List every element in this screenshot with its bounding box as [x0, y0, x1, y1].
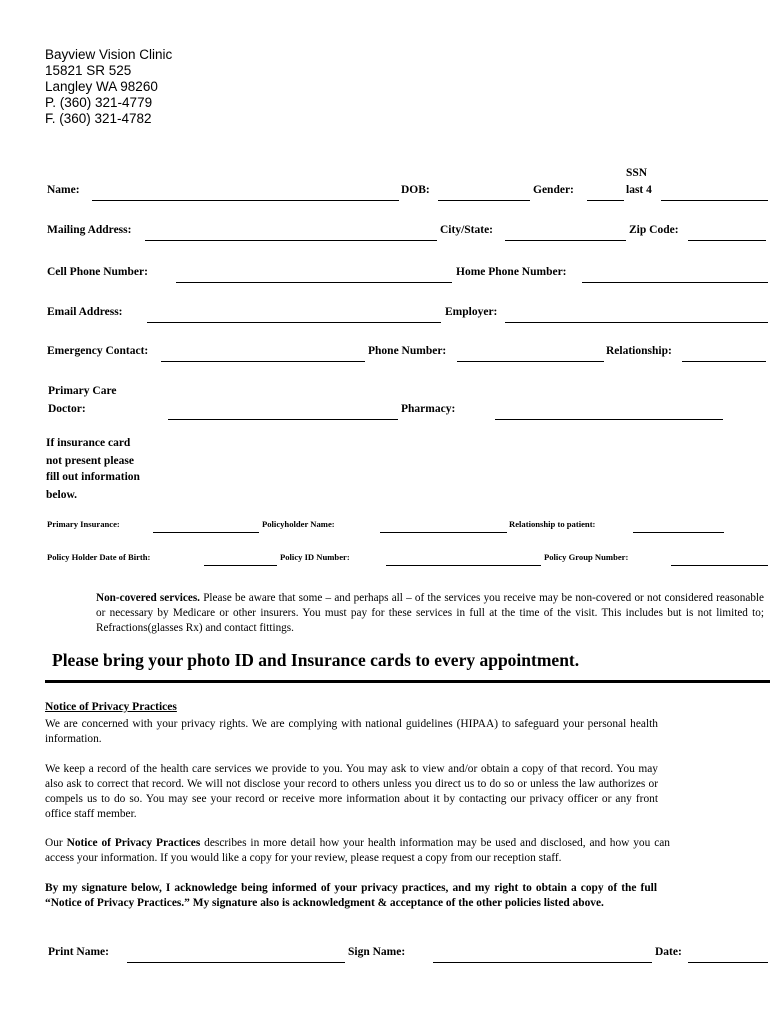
noncovered-text: Please be aware that some – and perhaps all – of the services you receive may be non-covered or not considered reasonable or necessary by Medicare or other insurers. You must pay for these services in full at the time of the visit. This includes but is not limited to; Refractions(glasses Rx) and contact fittings.	[96, 592, 764, 634]
insurance-note-line: not present please	[46, 455, 134, 467]
policy-group-label: Policy Group Number:	[544, 552, 629, 562]
clinic-phone: P. (360) 321-4779	[45, 95, 153, 110]
relationship-to-patient-field[interactable]	[633, 532, 724, 533]
dob-label: DOB:	[401, 184, 430, 196]
policy-id-field[interactable]	[386, 565, 541, 566]
dob-field[interactable]	[438, 200, 530, 201]
city-state-field[interactable]	[505, 240, 626, 241]
date-field[interactable]	[688, 962, 768, 963]
pharmacy-label: Pharmacy:	[401, 403, 456, 415]
print-name-label: Print Name:	[48, 946, 109, 958]
home-phone-label: Home Phone Number:	[456, 266, 567, 278]
privacy-paragraph-1: We are concerned with your privacy rights. We are complying with national guidelines (HIPAA) to safeguard your personal health information.	[45, 718, 658, 745]
mailing-address-label: Mailing Address:	[47, 224, 132, 236]
zip-code-label: Zip Code:	[629, 224, 679, 236]
policyholder-name-field[interactable]	[380, 532, 507, 533]
banner-rule	[45, 680, 770, 683]
home-phone-field[interactable]	[582, 282, 768, 283]
photo-id-banner: Please bring your photo ID and Insurance cards to every appointment.	[52, 650, 580, 670]
privacy-p3-post: describes in more detail how your health information may be used and disclosed, and how you can access your information. If you would like a copy for your review, please request a copy from our reception staff.	[45, 837, 671, 864]
primary-care-label: Primary Care	[48, 385, 117, 397]
gender-label: Gender:	[533, 184, 574, 196]
insurance-note-line: If insurance card	[46, 437, 131, 449]
clinic-fax: F. (360) 321-4782	[45, 111, 152, 126]
mailing-address-field[interactable]	[145, 240, 437, 241]
holder-dob-label: Policy Holder Date of Birth:	[47, 552, 151, 562]
clinic-address-line2: Langley WA 98260	[45, 79, 158, 94]
primary-insurance-field[interactable]	[153, 532, 259, 533]
clinic-address-line1: 15821 SR 525	[45, 63, 132, 78]
privacy-paragraph-3	[45, 836, 670, 866]
employer-field[interactable]	[505, 322, 768, 323]
primary-care-doctor-label: Doctor:	[48, 403, 86, 415]
ssn-field[interactable]	[661, 200, 768, 201]
privacy-title: Notice of Privacy Practices	[45, 701, 177, 713]
employer-label: Employer:	[445, 306, 498, 318]
date-label: Date:	[655, 946, 682, 958]
city-state-label: City/State:	[440, 224, 494, 236]
privacy-paragraph-2: We keep a record of the health care services we provide to you. You may ask to view and/or obtain a copy of that record. You may also ask to correct that record. We will not disclose your record to others unless you direct us to do so or unless the law authorizes or compels us to do so. You may see your record or receive more information about it by contacting our privacy officer or any front office staff member.	[45, 763, 658, 820]
sign-name-field[interactable]	[433, 962, 652, 963]
relationship-field[interactable]	[682, 361, 766, 362]
email-field[interactable]	[147, 322, 441, 323]
privacy-p3-pre: Our	[45, 837, 67, 849]
policyholder-name-label: Policyholder Name:	[262, 519, 335, 529]
ssn-last4-label: last 4	[626, 184, 652, 196]
noncovered-paragraph	[96, 591, 764, 636]
noncovered-heading: Non-covered services.	[96, 592, 200, 604]
name-label: Name:	[47, 184, 80, 196]
emergency-contact-label: Emergency Contact:	[47, 345, 149, 357]
cell-phone-field[interactable]	[176, 282, 452, 283]
clinic-name: Bayview Vision Clinic	[45, 47, 173, 62]
policy-id-label: Policy ID Number:	[280, 552, 350, 562]
cell-phone-label: Cell Phone Number:	[47, 266, 148, 278]
insurance-note-line: below.	[46, 489, 77, 501]
sign-name-label: Sign Name:	[348, 946, 406, 958]
emergency-phone-label: Phone Number:	[368, 345, 447, 357]
gender-field[interactable]	[587, 200, 624, 201]
print-name-field[interactable]	[127, 962, 345, 963]
relationship-to-patient-label: Relationship to patient:	[509, 519, 596, 529]
zip-code-field[interactable]	[688, 240, 766, 241]
policy-group-field[interactable]	[671, 565, 768, 566]
holder-dob-field[interactable]	[204, 565, 277, 566]
name-field[interactable]	[92, 200, 399, 201]
insurance-note-line: fill out information	[46, 471, 140, 483]
ssn-label: SSN	[626, 167, 648, 179]
relationship-label: Relationship:	[606, 345, 672, 357]
emergency-phone-field[interactable]	[457, 361, 604, 362]
emergency-contact-field[interactable]	[161, 361, 365, 362]
acknowledgment-paragraph: By my signature below, I acknowledge being informed of your privacy practices, and my right to obtain a copy of the full “Notice of Privacy Practices.” My signature also is acknowledgment & acceptance of the other policies listed above.	[45, 882, 657, 909]
email-label: Email Address:	[47, 306, 123, 318]
privacy-p3-bold: Notice of Privacy Practices	[66, 837, 201, 849]
pharmacy-field[interactable]	[495, 419, 723, 420]
primary-care-field[interactable]	[168, 419, 398, 420]
primary-insurance-label: Primary Insurance:	[47, 519, 120, 529]
